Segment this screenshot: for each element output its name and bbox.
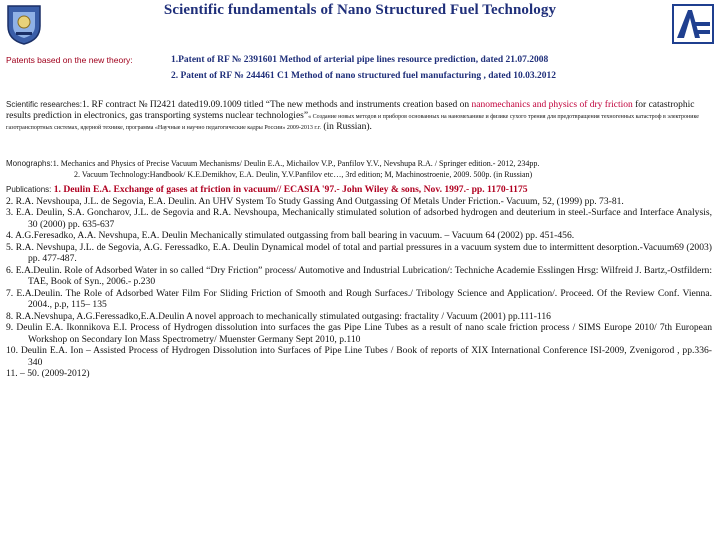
- publication-item: 3. E.A. Deulin, S.A. Goncharov, J.L. de Segovia and R.A. Nevshoupa, Mechanically stimulated solution of adsorbed hydrogen and deuterium in steel.-Surface and Interface Analysis, 30 (2000) pp. 635-637: [6, 207, 712, 230]
- page-title: Scientific fundamentals of Nano Structured Fuel Technology: [163, 2, 557, 18]
- publications-label: Publications:: [6, 185, 52, 194]
- research-highlight: nanomechanics and physics of dry friction: [471, 100, 633, 110]
- research-label: Scientific researches:: [6, 100, 83, 109]
- publication-item: 11. – 50. (2009-2012): [6, 368, 90, 379]
- research-ru-tag: (in Russian).: [320, 122, 372, 132]
- monograph-item: 1. Mechanics and Physics of Precise Vacuum Mechanisms/ Deulin E.A., Michailov V.P., Panfilov Y.V., Nevshupa R.A. / Springer edition.- 2012, 234pp.: [52, 159, 540, 168]
- publication-item: 6. E.A.Deulin. Role of Adsorbed Water in so called “Dry Friction” process/ Automotive and Industrial Lubrication/: Techniche Academie Esslingen Hrsg: Wilfreid J. Bartz,-Ostfildern: TAE, Book of Syn., 2006.- p.230: [6, 264, 712, 287]
- publications-section: [6, 184, 712, 380]
- publication-item: 9. Deulin E.A. Ikonnikova E.I. Process of Hydrogen dissolution into surfaces the gas Pipe Line Tubes as a result of nano scale friction process / SIMS Europe 2010/ 7th European Workshop on Secondary Ion Mass Spectrometry/ Muenster Germany Sept 2010, p.110: [6, 322, 712, 345]
- publication-item: 5. R.A. Nevshupa, J.L. de Segovia, A.G. Feressadko, E.A. Deulin Dynamical model of total and partial pressures in a vacuum system due to intermittent desorption.-Vacuum69 (2003) pp. 477-487.: [6, 241, 712, 264]
- publication-item: 10. Deulin E.A. Ion – Assisted Process of Hydrogen Dissolution into Surfaces of Pipe Line Tubes / Book of reports of XIX International Conference ISI-2009, Zvenigorod , pp.336-340: [6, 345, 712, 368]
- monographs-section: [6, 158, 712, 180]
- research-ru-text: « Создание новых методов и приборов основанных на наномеханике и физике сухого трения для предотвращения техногенных катастроф в электронике газотранспортных системах, ядерной технике, программа «Научные и научно педагогические кадры России» 2009-2013 г.г.: [6, 114, 699, 131]
- research-section: [6, 99, 712, 133]
- patent-item: 1.Patent of RF № 2391601 Method of arterial pipe lines resource prediction, dated 21.07.2008: [171, 55, 549, 65]
- publication-item-first: 1. Deulin E.A. Exchange of gases at friction in vacuum// ECASIA '97.- John Wiley & sons, Nov. 1997.- pp. 1170-1175: [51, 184, 528, 195]
- research-text: 1. RF contract № П2421 dated19.09.1009 titled “The new methods and instruments creation based on: [82, 100, 472, 110]
- research-text-cont: for catastrophic results prediction in electronics, gas transporting systems nuclear technologies”: [6, 100, 695, 121]
- monographs-label: Monographs:: [6, 159, 53, 168]
- patents-section: [6, 52, 710, 84]
- patents-label: Patents based on the new theory:: [6, 55, 133, 65]
- publication-item: 7. E.A.Deulin. The Role of Adsorbed Water Film For Sliding Friction of Smooth and Rough Surfaces./ Tribology Science and Application/. Proceed. Of the Review Conf. Vienna. 2004., p.p, 115– 135: [6, 287, 712, 310]
- publication-item: 4. A.G.Feresadko, A.A. Nevshupa, E.A. Deulin Mechanically stimulated outgassing from ball bearing in vacuum. – Vacuum 64 (2002) pp. 451-456.: [6, 230, 575, 241]
- publication-item: 8. R.A.Nevshupa, A.G.Feressadko,E.A.Deulin A novel approach to mechanically stimulated outgasing: fractality / Vacuum (2001) pp.111-116: [6, 310, 551, 322]
- patent-item: 2. Patent of RF № 244461 C1 Method of nano structured fuel manufacturing , dated 10.03.2012: [171, 71, 557, 81]
- monograph-item: 2. Vacuum Technology:Handbook/ K.E.Demikhov, E.A. Deulin, Y.V.Panfilov etc…, 3rd edition; M, Machinostroenie, 2009. 500p. (in Russian): [74, 170, 533, 179]
- publication-item: 2. R.A. Nevshoupa, J.L. de Segovia, E.A. Deulin. An UHV System To Study Gassing And Outgassing Of Metals Under Friction.- Vacuum, 52, (1999) pp. 73-81.: [6, 195, 624, 207]
